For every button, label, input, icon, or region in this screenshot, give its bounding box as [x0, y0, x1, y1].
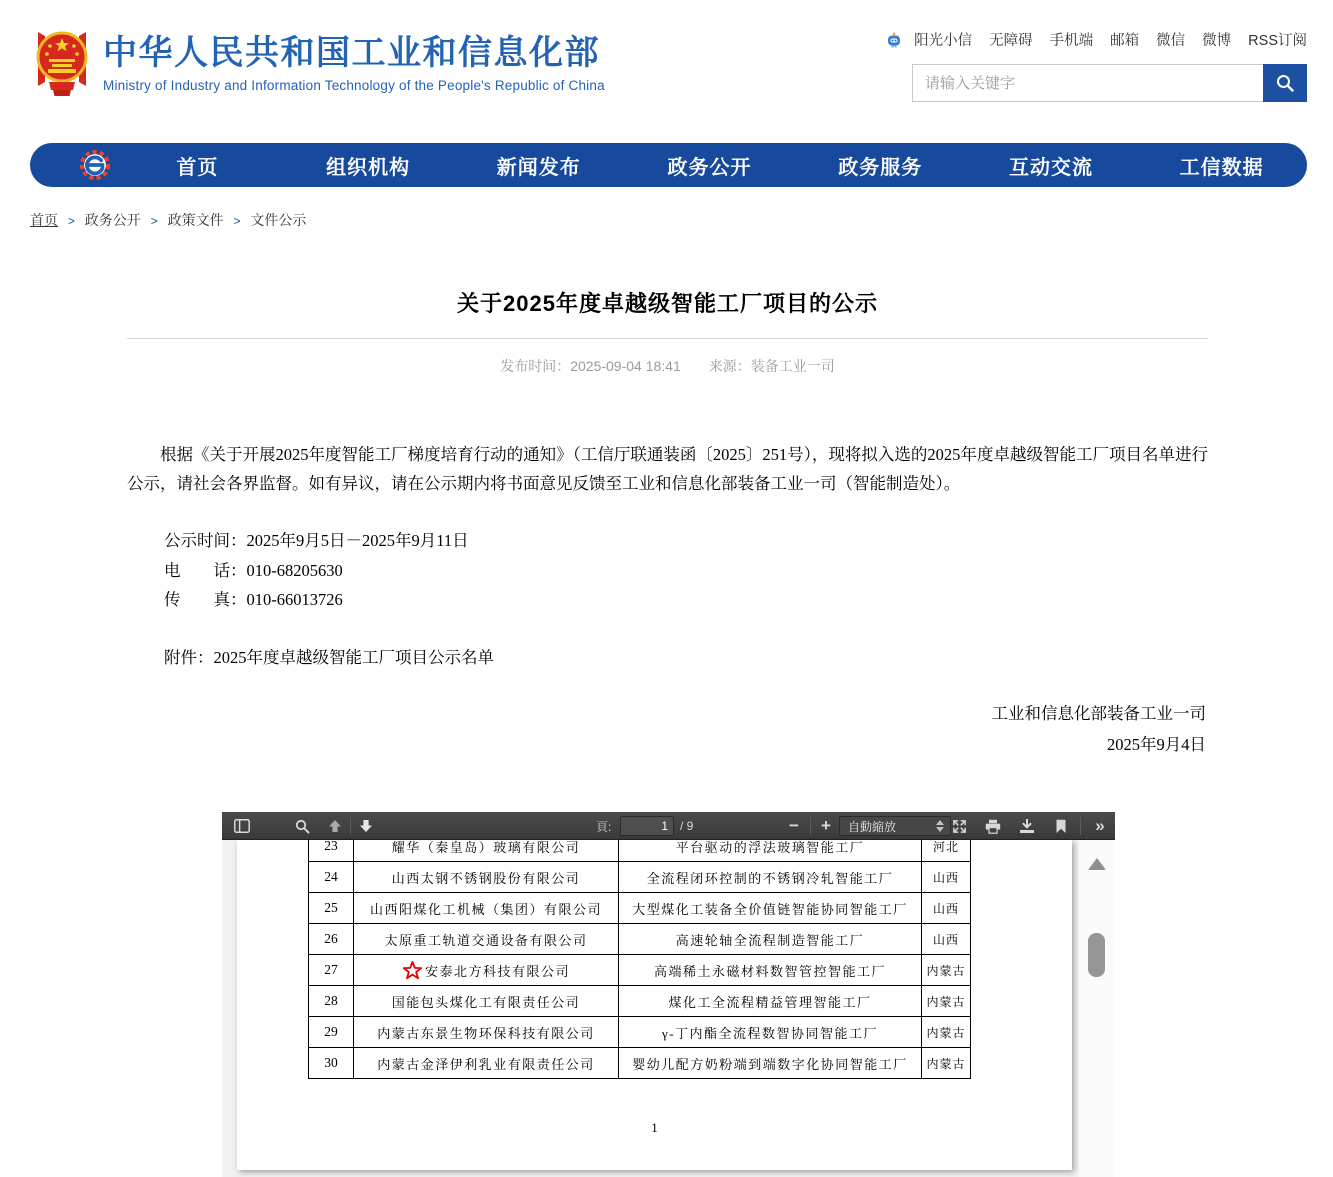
- row-no: 26: [309, 924, 354, 955]
- nav-item-organization[interactable]: 组织机构: [326, 156, 411, 179]
- publish-time-label: 发布时间：: [500, 358, 571, 374]
- signature-date: 2025年9月4日: [1107, 735, 1206, 754]
- search-box: [912, 64, 1307, 102]
- row-company-name: 内蒙古金泽伊利乳业有限责任公司: [377, 1056, 595, 1072]
- row-company-name: 安泰北方科技有限公司: [424, 963, 570, 979]
- attachment-line: [164, 644, 494, 668]
- row-no: 23: [309, 840, 354, 862]
- row-company-name: 山西太钢不锈钢股份有限公司: [391, 870, 581, 886]
- toolbar-divider: [1080, 817, 1081, 835]
- row-project: 平台驱动的浮法玻璃智能工厂: [619, 840, 922, 862]
- row-company: [354, 1048, 619, 1079]
- breadcrumb: [30, 210, 306, 230]
- site-logo[interactable]: [35, 26, 605, 102]
- signature-org: 工业和信息化部装备工业一司: [991, 704, 1206, 723]
- table-row: [309, 955, 971, 986]
- breadcrumb-policy-files[interactable]: 政策文件: [167, 212, 224, 228]
- row-project: 煤化工全流程精益管理智能工厂: [619, 986, 922, 1017]
- row-project: 全流程闭环控制的不锈钢冷轧智能工厂: [619, 862, 922, 893]
- pdf-search-button[interactable]: [288, 812, 316, 840]
- site-title: 中华人民共和国工业和信息化部: [103, 34, 600, 72]
- zoom-select-value: 自動縮放: [848, 819, 897, 834]
- national-emblem-icon: [35, 26, 89, 102]
- page-number-input[interactable]: [620, 816, 674, 836]
- scrollbar-thumb[interactable]: [1088, 933, 1105, 977]
- nav-item-interaction[interactable]: 互动交流: [1008, 156, 1093, 179]
- row-project: 大型煤化工装备全价值链智能协同智能工厂: [619, 893, 922, 924]
- table-row: [309, 1017, 971, 1048]
- source-label: 来源：: [708, 358, 751, 374]
- row-company-name: 山西阳煤化工机械（集团）有限公司: [369, 901, 602, 917]
- breadcrumb-separator: >: [67, 214, 75, 228]
- row-province: 山西: [922, 924, 971, 955]
- pdf-search-icon: [295, 819, 310, 834]
- source-value: 装备工业一司: [750, 358, 835, 374]
- row-project: γ-丁内酯全流程数智协同智能工厂: [619, 1017, 922, 1048]
- table-row: [309, 986, 971, 1017]
- attachment-link[interactable]: 2025年度卓越级智能工厂项目公示名单: [213, 648, 494, 667]
- page-down-button[interactable]: [353, 812, 379, 840]
- toolbar-divider: [810, 817, 811, 835]
- print-button[interactable]: [978, 812, 1008, 840]
- presentation-mode-button[interactable]: [944, 812, 974, 840]
- row-no: 27: [309, 955, 354, 986]
- nav-item-news[interactable]: 新闻发布: [496, 156, 581, 179]
- row-company: [354, 840, 619, 862]
- pdf-page-footer: 1: [651, 1120, 658, 1135]
- nav-item-home[interactable]: 首页: [176, 156, 219, 179]
- pdf-table: [308, 840, 971, 1079]
- page-title: 关于2025年度卓越级智能工厂项目的公示: [457, 291, 878, 316]
- attachment-label: 附件：: [164, 648, 214, 667]
- pdf-scrollbar: [1079, 840, 1115, 1177]
- title-divider: [127, 338, 1208, 339]
- table-row: [309, 924, 971, 955]
- row-no: 30: [309, 1048, 354, 1079]
- row-province: 内蒙古: [922, 1048, 971, 1079]
- breadcrumb-home[interactable]: 首页: [30, 212, 58, 228]
- breadcrumb-separator: >: [233, 214, 241, 228]
- notice-period-line: 公示时间：2025年9月5日－2025年9月11日: [164, 531, 469, 550]
- row-company: [354, 986, 619, 1017]
- highlight-star-icon: [402, 960, 423, 981]
- pdf-table-body: [309, 840, 971, 1079]
- row-company-name: 内蒙古东景生物环保科技有限公司: [377, 1025, 595, 1041]
- fullscreen-icon: [952, 819, 967, 834]
- table-row: [309, 893, 971, 924]
- breadcrumb-separator: >: [150, 214, 158, 228]
- zoom-in-button[interactable]: +: [821, 816, 831, 835]
- row-company: [354, 893, 619, 924]
- table-row: [309, 862, 971, 893]
- search-button[interactable]: [1263, 64, 1307, 102]
- nav-item-data[interactable]: 工信数据: [1179, 156, 1264, 179]
- fax-line: 传 真：010-66013726: [164, 590, 343, 609]
- row-company: [354, 862, 619, 893]
- scroll-up-arrow[interactable]: [1088, 858, 1106, 870]
- row-no: 25: [309, 893, 354, 924]
- row-province: 内蒙古: [922, 1017, 971, 1048]
- row-project: 高速轮轴全流程制造智能工厂: [619, 924, 922, 955]
- row-province: 内蒙古: [922, 955, 971, 986]
- row-company: [354, 955, 619, 986]
- quick-links: [885, 29, 1307, 50]
- download-button[interactable]: [1012, 812, 1042, 840]
- breadcrumb-file-publicity[interactable]: 文件公示: [250, 212, 307, 228]
- quick-link-accessibility[interactable]: 无障碍: [989, 33, 1033, 49]
- pdf-viewer: [222, 812, 1115, 1177]
- bookmark-button[interactable]: [1046, 812, 1076, 840]
- zoom-out-button[interactable]: −: [789, 816, 799, 835]
- pdf-page: [237, 840, 1072, 1170]
- page-label: 頁:: [596, 819, 612, 834]
- row-province: 内蒙古: [922, 986, 971, 1017]
- quick-link-rss[interactable]: RSS订阅: [1248, 33, 1307, 49]
- row-project: 高端稀土永磁材料数智管控智能工厂: [619, 955, 922, 986]
- page-total: / 9: [680, 819, 694, 833]
- page-up-button[interactable]: [322, 812, 348, 840]
- quick-link-mail[interactable]: 邮箱: [1110, 33, 1140, 49]
- phone-line: 电 话：010-68205630: [164, 561, 343, 580]
- arrow-up-icon: [328, 819, 342, 833]
- row-company: [354, 1017, 619, 1048]
- site-header: [0, 0, 1333, 130]
- table-row: [309, 1048, 971, 1079]
- article-paragraph: 根据《关于开展2025年度智能工厂梯度培育行动的通知》（工信厅联通装函〔2025〕251号），现将拟入选的2025年度卓越级智能工厂项目名单进行公示，请社会各界监督。如有异议，请在公示期内将书面意见反馈至工业和信息化部装备工业一司（智能制造处）。: [127, 445, 1208, 493]
- quick-link-wechat[interactable]: 微信: [1156, 33, 1186, 49]
- row-company-name: 耀华（秦皇岛）玻璃有限公司: [391, 840, 581, 855]
- row-province: 山西: [922, 862, 971, 893]
- row-company-name: 太原重工轨道交通设备有限公司: [384, 932, 588, 948]
- row-company-name: 国能包头煤化工有限责任公司: [391, 994, 581, 1010]
- search-icon: [1275, 73, 1295, 93]
- print-icon: [985, 819, 1001, 834]
- quick-link-mobile[interactable]: 手机端: [1049, 33, 1094, 49]
- download-icon: [1019, 819, 1035, 834]
- row-province: 山西: [922, 893, 971, 924]
- article-meta: [127, 356, 1208, 376]
- main-nav: [30, 143, 1307, 187]
- row-company: [354, 924, 619, 955]
- publish-time: 2025-09-04 18:41: [570, 358, 681, 374]
- miit-gear-logo-icon: [78, 148, 112, 182]
- row-no: 29: [309, 1017, 354, 1048]
- sidebar-toggle-button[interactable]: [228, 812, 256, 840]
- arrow-down-icon: [359, 819, 373, 833]
- search-input[interactable]: [913, 65, 1263, 101]
- pdf-toolbar: [222, 812, 1115, 840]
- quick-link-sunshine[interactable]: 阳光小信: [914, 33, 973, 49]
- row-no: 24: [309, 862, 354, 893]
- row-province: 河北: [922, 840, 971, 862]
- toolbar-divider: [350, 817, 351, 835]
- quick-link-weibo[interactable]: 微博: [1202, 33, 1232, 49]
- row-project: 婴幼儿配方奶粉端到端数字化协同智能工厂: [619, 1048, 922, 1079]
- assistant-robot-icon: [885, 31, 903, 49]
- bookmark-icon: [1055, 819, 1067, 834]
- more-tools-button[interactable]: »: [1095, 816, 1105, 835]
- site-subtitle: Ministry of Industry and Information Technology of the People's Republic of China: [103, 78, 605, 93]
- row-no: 28: [309, 986, 354, 1017]
- nav-item-gov-services[interactable]: 政务服务: [838, 156, 923, 179]
- breadcrumb-gov-disclosure[interactable]: 政务公开: [84, 212, 141, 228]
- sidebar-toggle-icon: [234, 819, 250, 833]
- zoom-select[interactable]: [839, 816, 951, 836]
- table-row: [309, 840, 971, 862]
- nav-item-gov-disclosure[interactable]: 政务公开: [667, 156, 752, 179]
